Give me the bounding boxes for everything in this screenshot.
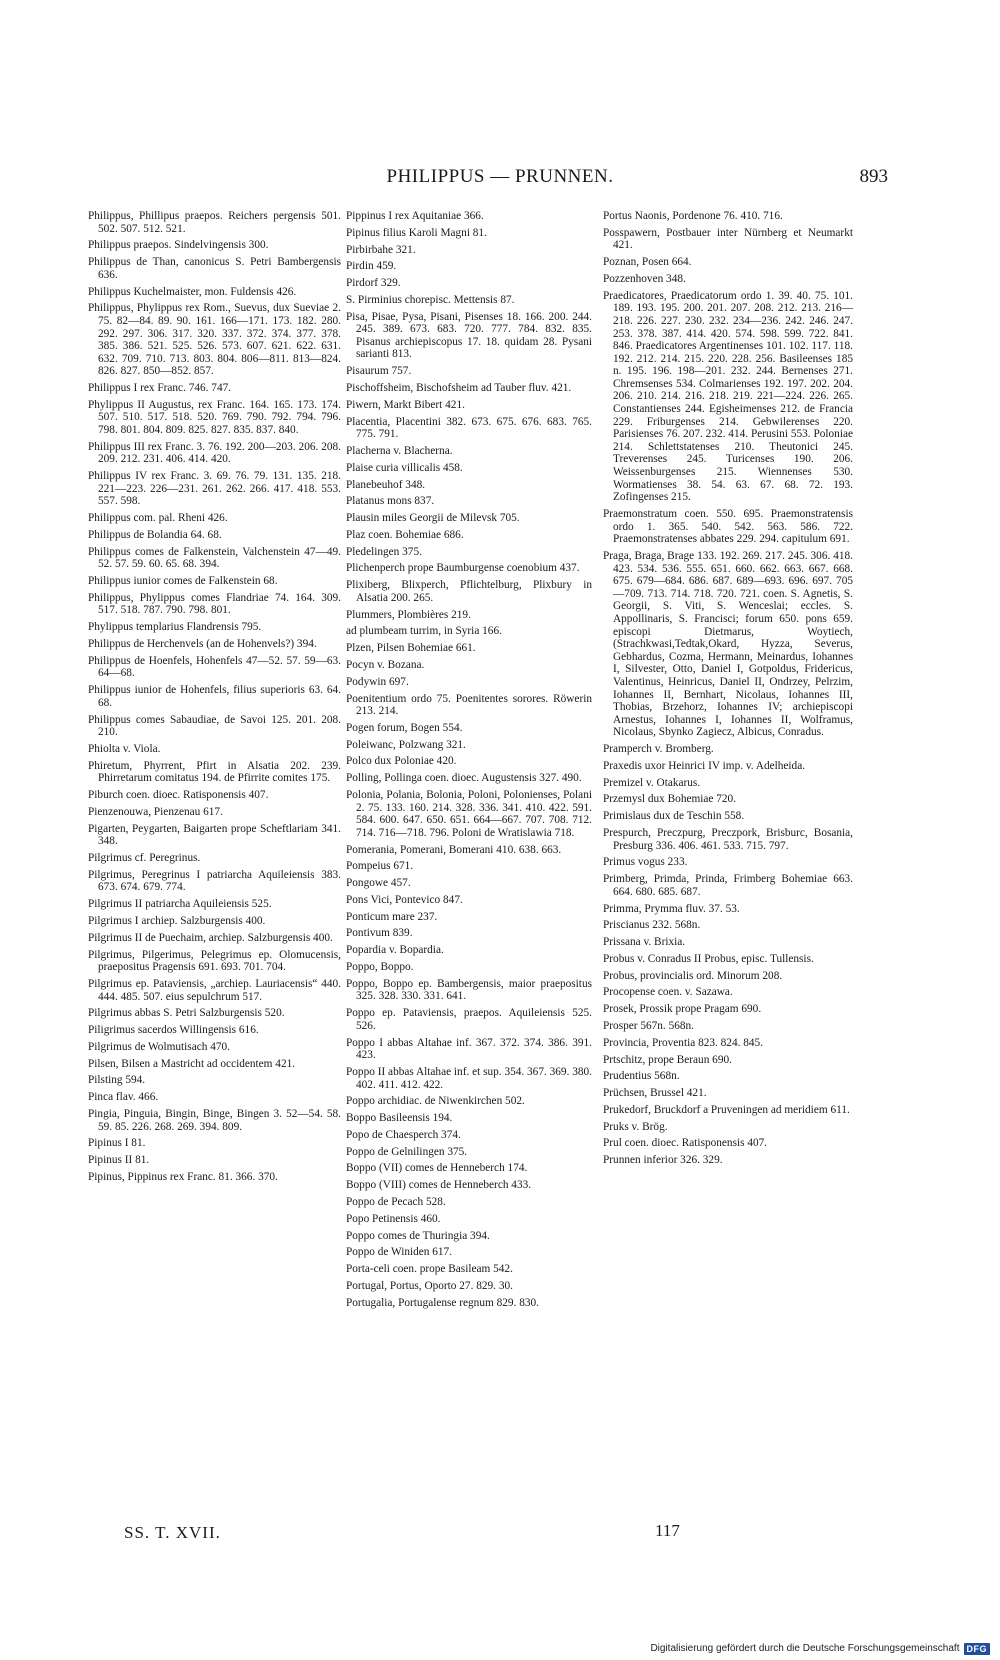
index-entry: Pilsen, Bilsen a Mastricht ad occidentem 421.: [88, 1057, 296, 1070]
index-entry: Pomerania, Pomerani, Bomerani 410. 638. 663.: [346, 843, 562, 856]
index-entry: Plichenperch prope Baumburgense coenobium 437.: [346, 562, 580, 575]
index-entry: Boppo (VIII) comes de Henneberch 433.: [346, 1179, 532, 1192]
index-entry: Probus v. Conradus II Probus, episc. Tullensis.: [603, 952, 814, 965]
index-entry: Phiolta v. Viola.: [88, 742, 161, 755]
index-entry: Pilgrimus, Peregrinus I patriarcha Aquileiensis 383. 673. 674. 679. 774.: [88, 868, 341, 894]
index-entry: Praemonstratum coen. 550. 695. Praemonstratensis ordo 1. 365. 540. 542. 563. 586. 722. Praemonstratenses abbates 229. 294. capitulum 691.: [603, 508, 853, 546]
index-entry: Pinca flav. 466.: [88, 1091, 159, 1104]
index-entry: Ponticum mare 237.: [346, 910, 438, 923]
index-entry: Pocyn v. Bozana.: [346, 658, 425, 671]
index-entry: Prtschitz, prope Beraun 690.: [603, 1053, 732, 1066]
index-entry: Philippus iunior comes de Falkenstein 68.: [88, 575, 278, 588]
index-entry: Philippus Kuchelmaister, mon. Fuldensis 426.: [88, 285, 297, 298]
index-entry: Phylippus templarius Flandrensis 795.: [88, 621, 262, 634]
index-entry: Poppo, Boppo.: [346, 961, 414, 974]
index-entry: Posspawern, Postbauer inter Nürnberg et Neumarkt 421.: [603, 226, 853, 252]
index-entry: Poleiwanc, Polzwang 321.: [346, 738, 466, 751]
index-entry: Pirdorf 329.: [346, 277, 401, 290]
index-entry: Philippus, Phillipus praepos. Reichers pergensis 501. 502. 507. 512. 521.: [88, 210, 341, 235]
index-entry: Placherna v. Blacherna.: [346, 444, 453, 457]
index-entry: Prunnen inferior 326. 329.: [603, 1154, 723, 1167]
index-entry: Plaz coen. Bohemiae 686.: [346, 528, 464, 541]
index-entry: Pingia, Pinguia, Bingin, Binge, Bingen 3. 52—54. 58. 59. 85. 226. 268. 269. 394. 809.: [88, 1107, 341, 1133]
index-entry: Piligrimus sacerdos Willingensis 616.: [88, 1024, 259, 1037]
index-entry: Pilgrimus de Wolmutisach 470.: [88, 1040, 230, 1053]
index-entry: Poppo, Boppo ep. Bambergensis, maior praepositus 325. 328. 330. 331. 641.: [346, 977, 592, 1003]
index-entry: Pipinus, Pippinus rex Franc. 81. 366. 370.: [88, 1170, 278, 1183]
index-entry: Piwern, Markt Bibert 421.: [346, 398, 465, 411]
index-entry: Pongowe 457.: [346, 877, 411, 890]
index-entry: Pilsting 594.: [88, 1074, 146, 1087]
index-entry: Philippus iunior de Hohenfels, filius superioris 63. 64. 68.: [88, 684, 341, 709]
index-entry: Phiretum, Phyrrent, Pfirt in Alsatia 202. 239. Phirretarum comitatus 194. de Pfirrite comites 175.: [88, 759, 341, 785]
index-entry: Polling, Pollinga coen. dioec. Augustensis 327. 490.: [346, 772, 582, 785]
index-entry: Pogen forum, Bogen 554.: [346, 721, 463, 734]
index-entry: Pilgrimus ep. Pataviensis, „archiep. Lauriacensis“ 440. 444. 485. 507. eius sepulchrum 517.: [88, 977, 341, 1003]
index-entry: Pons Vici, Pontevico 847.: [346, 893, 463, 906]
index-entry: Pramperch v. Bromberg.: [603, 743, 714, 756]
index-entry: Pontivum 839.: [346, 927, 413, 940]
index-entry: Prul coen. dioec. Ratisponensis 407.: [603, 1137, 768, 1150]
index-entry: Boppo (VII) comes de Henneberch 174.: [346, 1162, 528, 1175]
index-entry: Piburch coen. dioec. Ratisponensis 407.: [88, 789, 269, 802]
index-entry: Popo de Chaesperch 374.: [346, 1128, 461, 1141]
index-entry: Pipinus I 81.: [88, 1137, 146, 1150]
index-entry: Priscianus 232. 568n.: [603, 919, 701, 932]
index-entry: Przemysl dux Bohemiae 720.: [603, 793, 737, 806]
index-entry: Philippus de Than, canonicus S. Petri Bambergensis 636.: [88, 256, 341, 281]
index-entry: Praga, Braga, Brage 133. 192. 269. 217. 245. 306. 418. 423. 534. 536. 555. 651. 660. 662. 663. 667. 668. 675. 679—684. 686. 687. 689—693. 696. 697. 705—709. 713. 714. 718. 720. 721. coen. S. Agnetis, S. Georgii, S. Viti, S. Wenceslai; eccles. S. Appollinaris, S. Francisci; forum 650. pons 659. episcopi Dietmarus, Woytiech,(Strachkwasi,Tedtak,Okard, Hyzza, Severus, Gebhardus, Cozma, Hermann, Meinardus, Iohannes I, Silvester, Otto, Daniel I, Gotpoldus, Fridericus, Valentinus, Heinricus, Daniel II, Ondrzey, Pelrzim, Iohannes II, Bernhart, Nicolaus, Iohannes III, Thobias, Brzehorz, Iohannes IV; archiepiscopi Arnestus, Iohannes I, Iohannes II, Wolframus, Nicolaus, Sbynko Zagiecz, Albicus, Conradus.: [603, 549, 853, 739]
running-title: PHILIPPUS — PRUNNEN.: [386, 166, 614, 187]
index-entry: Portugalia, Portugalense regnum 829. 830.: [346, 1296, 539, 1309]
index-entry: Poppo de Winiden 617.: [346, 1246, 453, 1259]
index-entry: Placentia, Placentini 382. 673. 675. 676. 683. 765. 775. 791.: [346, 415, 592, 441]
index-entry: Philippus, Phylippus comes Flandriae 74. 164. 309. 517. 518. 787. 790. 798. 801.: [88, 591, 341, 617]
index-entry: Philippus praepos. Sindelvingensis 300.: [88, 239, 269, 252]
index-entry: Pruks v. Brög.: [603, 1120, 668, 1133]
index-entry: Porta-celi coen. prope Basileam 542.: [346, 1263, 513, 1276]
index-entry: Portugal, Portus, Oporto 27. 829. 30.: [346, 1279, 513, 1292]
index-entry: Phylippus II Augustus, rex Franc. 164. 165. 173. 174. 507. 510. 517. 518. 520. 769. 790. 792. 794. 796. 798. 801. 804. 809. 825. 827. 835. 837. 840.: [88, 398, 341, 437]
index-entry: Poppo II abbas Altahae inf. et sup. 354. 367. 369. 380. 402. 411. 412. 422.: [346, 1065, 592, 1091]
index-entry: Prespurch, Preczpurg, Preczpork, Brisburc, Bosania, Presburg 336. 406. 461. 533. 715. 797.: [603, 826, 853, 852]
index-entry: Polonia, Polania, Bolonia, Poloni, Polonienses, Polani 2. 75. 133. 160. 214. 328. 336. 341. 410. 422. 591. 584. 600. 647. 650. 651. 664—667. 707. 708. 712. 714. 716—718. 796. Poloni de Wratislawia 718.: [346, 789, 592, 839]
index-entry: Pirdin 459.: [346, 260, 397, 273]
index-entry: Philippus de Hoenfels, Hohenfels 47—52. 57. 59—63. 64—68.: [88, 654, 341, 680]
index-entry: Plaise curia villicalis 458.: [346, 461, 463, 474]
index-entry: Philippus I rex Franc. 746. 747.: [88, 382, 232, 395]
index-entry: Pilgrimus II de Puechaim, archiep. Salzburgensis 400.: [88, 931, 333, 944]
index-entry: Planebeuhof 348.: [346, 478, 426, 491]
index-entry: Primberg, Primda, Prinda, Frimberg Bohemiae 663. 664. 680. 685. 687.: [603, 873, 853, 898]
index-entry: Pisaurum 757.: [346, 365, 412, 378]
index-entry: Pirbirbahe 321.: [346, 243, 416, 256]
index-entry: Procopense coen. v. Sazawa.: [603, 986, 733, 999]
page-number: 893: [859, 166, 888, 187]
index-entry: Poppo comes de Thuringia 394.: [346, 1229, 490, 1242]
dfg-logo-icon: DFG: [964, 1643, 991, 1655]
index-column-2: [346, 210, 592, 1313]
index-entry: Prosper 567n. 568n.: [603, 1019, 694, 1032]
index-entry: Primislaus dux de Teschin 558.: [603, 810, 745, 823]
index-entry: Prukedorf, Bruckdorf a Pruveningen ad meridiem 611.: [603, 1103, 850, 1116]
index-entry: Pilgrimus II patriarcha Aquileiensis 525.: [88, 898, 272, 911]
index-entry: Boppo Basileensis 194.: [346, 1112, 453, 1125]
sheet-number: 117: [655, 1521, 680, 1540]
index-entry: Pilgrimus, Pilgerimus, Pelegrimus ep. Olomucensis, praepositus Pragensis 691. 693. 701. 704.: [88, 948, 341, 974]
index-entry: Pipinus filius Karoli Magni 81.: [346, 226, 487, 239]
index-entry: Prudentius 568n.: [603, 1070, 680, 1083]
index-entry: Podywin 697.: [346, 675, 409, 688]
index-entry: Pipinus II 81.: [88, 1154, 150, 1167]
index-entry: Philippus comes Sabaudiae, de Savoi 125. 201. 208. 210.: [88, 713, 341, 739]
index-entry: Poppo ep. Pataviensis, praepos. Aquileiensis 525. 526.: [346, 1007, 592, 1032]
index-entry: Prissana v. Brixia.: [603, 936, 686, 949]
index-entry: Premizel v. Otakarus.: [603, 776, 701, 789]
index-entry: Polco dux Poloniae 420.: [346, 755, 457, 768]
index-entry: Pilgrimus cf. Peregrinus.: [88, 852, 201, 865]
index-entry: Poenitentium ordo 75. Poenitentes sorores. Röwerin 213. 214.: [346, 692, 592, 718]
index-entry: Prosek, Prossik prope Pragam 690.: [603, 1003, 762, 1016]
index-entry: Pischoffsheim, Bischofsheim ad Tauber fluv. 421.: [346, 382, 572, 395]
index-entry: Pienzenouwa, Pienzenau 617.: [88, 805, 223, 818]
index-entry: Pozzenhoven 348.: [603, 272, 686, 285]
index-entry: ad plumbeam turrim, in Syria 166.: [346, 625, 502, 638]
index-entry: Pilgrimus abbas S. Petri Salzburgensis 520.: [88, 1007, 285, 1020]
digitization-credit: [650, 1641, 990, 1656]
index-entry: Pisa, Pisae, Pysa, Pisani, Pisenses 18. 166. 200. 244. 245. 389. 673. 683. 720. 777. 784. 832. 835. Pisanus archiepiscopus 17. 18. quidam 28. Pysani sarianti 813.: [346, 310, 592, 361]
index-entry: S. Pirminius chorepisc. Mettensis 87.: [346, 293, 515, 306]
credit-text: Digitalisierung gefördert durch die Deutsche Forschungsgemeinschaft: [650, 1643, 960, 1654]
volume-signature: SS. T. XVII.: [124, 1523, 221, 1542]
index-column-1: [88, 210, 341, 1188]
index-entry: Plummers, Plombières 219.: [346, 608, 471, 621]
index-entry: Poppo archidiac. de Niwenkirchen 502.: [346, 1095, 525, 1108]
index-entry: Probus, provincialis ord. Minorum 208.: [603, 969, 783, 982]
index-entry: Philippus IV rex Franc. 3. 69. 76. 79. 131. 135. 218. 221—223. 226—231. 261. 262. 266. 417. 418. 553. 557. 598.: [88, 470, 341, 508]
index-entry: Philippus de Bolandia 64. 68.: [88, 528, 222, 541]
index-entry: Praedicatores, Praedicatorum ordo 1. 39. 40. 75. 101. 189. 193. 195. 200. 201. 207. 208. 212. 213. 216—218. 226. 227. 230. 232. 234—236. 242. 246. 247. 253. 378. 387. 414. 420. 574. 598. 599. 722. 841. 846. Praedicatores Argentinenses 101. 102. 117. 118. 192. 212. 214. 215. 220. 228. 256. Basileenses 185 n. 195. 196. 198—201. 232. 244. Bernenses 271. Chremsenses 534. Colmarienses 192. 197. 202. 204. 206. 210. 214. 216. 218. 219. 221—224. 226. 265. Constantienses 244. Egisheimenses 212. de Francia 229. Friburgenses 214. Gebwilerenses 220. Parisienses 76. 207. 232. 414. Perusini 553. Poloniae 214. Schlettstatenses 210. Theutonici 245. Treverenses 245. Turicenses 190. 206. Weissenburgenses 215. Wiennenses 530. Wormatienses 38. 54. 63. 67. 68. 72. 193. Zofingenses 215.: [603, 289, 853, 504]
index-entry: Primma, Prymma fluv. 37. 53.: [603, 902, 740, 915]
index-entry: Philippus de Herchenvels (an de Hohenvels?) 394.: [88, 638, 317, 651]
index-entry: Poppo de Pecach 528.: [346, 1196, 446, 1208]
index-entry: Pigarten, Peygarten, Baigarten prope Scheftlariam 341. 348.: [88, 822, 341, 848]
index-entry: Prüchsen, Brussel 421.: [603, 1087, 707, 1100]
index-entry: Pompeius 671.: [346, 860, 414, 873]
index-entry: Portus Naonis, Pordenone 76. 410. 716.: [603, 210, 783, 222]
index-entry: Pippinus I rex Aquitaniae 366.: [346, 210, 484, 222]
index-entry: Plausin miles Georgii de Milevsk 705.: [346, 512, 520, 525]
index-entry: Plzen, Pilsen Bohemiae 661.: [346, 642, 476, 655]
index-entry: Poppo I abbas Altahae inf. 367. 372. 374. 386. 391. 423.: [346, 1036, 592, 1062]
index-entry: Philippus com. pal. Rheni 426.: [88, 512, 228, 525]
index-entry: Praxedis uxor Heinrici IV imp. v. Adelheida.: [603, 759, 806, 772]
index-entry: Plixiberg, Blixperch, Pflichtelburg, Plixbury in Alsatia 200. 265.: [346, 579, 592, 604]
index-entry: Platanus mons 837.: [346, 495, 435, 508]
index-entry: Poppo de Gelnilingen 375.: [346, 1145, 468, 1158]
index-entry: Primus vogus 233.: [603, 856, 688, 869]
index-column-3: [603, 210, 853, 1171]
index-entry: Pledelingen 375.: [346, 545, 422, 558]
index-entry: Popo Petinensis 460.: [346, 1212, 441, 1225]
index-entry: Poznan, Posen 664.: [603, 256, 692, 269]
index-entry: Provincia, Proventia 823. 824. 845.: [603, 1036, 764, 1049]
index-entry: Popardia v. Bopardia.: [346, 944, 444, 957]
index-entry: Pilgrimus I archiep. Salzburgensis 400.: [88, 914, 266, 927]
index-entry: Philippus comes de Falkenstein, Valchenstein 47—49. 52. 57. 59. 60. 65. 68. 394.: [88, 545, 341, 571]
index-entry: Philippus III rex Franc. 3. 76. 192. 200—203. 206. 208. 209. 212. 231. 406. 414. 420.: [88, 440, 341, 466]
index-entry: Philippus, Phylippus rex Rom., Suevus, dux Sueviae 2. 75. 82—84. 89. 90. 161. 166—171. 173. 182. 280. 292. 297. 306. 317. 320. 337. 372. 374. 377. 378. 385. 386. 521. 525. 526. 573. 607. 621. 622. 631. 632. 709. 710. 713. 803. 804. 806—811. 813—824. 826. 827. 850—852. 857.: [88, 302, 341, 378]
